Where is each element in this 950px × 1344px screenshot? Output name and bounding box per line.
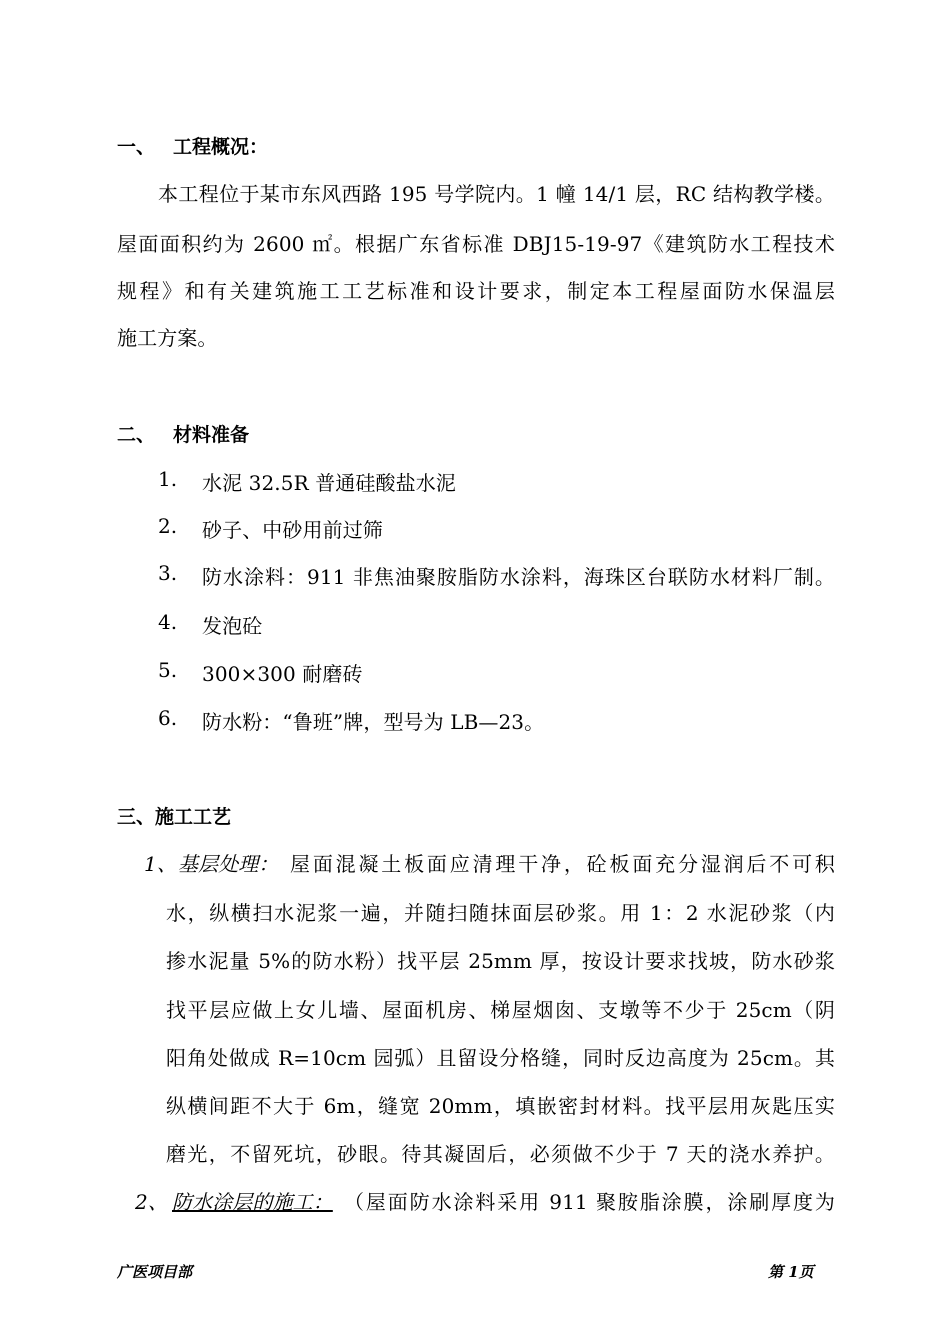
- step-1-text: 磨光，不留死坑，砂眼。待其凝固后，必须做不少于 7 天的浇水养护。: [166, 1142, 835, 1166]
- section-1-para-line: 本工程位于某市东风西路 195 号学院内。1 幢 14/1 层，RC 结构教学楼。: [158, 182, 835, 206]
- section-1-para-line: 规程》和有关建筑施工工艺标准和设计要求，制定本工程屋面防水保温层: [117, 279, 835, 303]
- step-1-text: 掺水泥量 5%的防水粉）找平层 25mm 厚，按设计要求找坡，防水砂浆: [166, 949, 835, 973]
- step-1-text: 找平层应做上女儿墙、屋面机房、梯屋烟囱、支墩等不少于 25cm（阴: [166, 998, 835, 1022]
- step-1-text: 纵横间距不大于 6m，缝宽 20mm，填嵌密封材料。找平层用灰匙压实: [166, 1094, 835, 1118]
- section-1-para-line: 施工方案。: [117, 326, 218, 350]
- list-item-text: 防水涂料：911 非焦油聚胺脂防水涂料，海珠区台联防水材料厂制。: [202, 565, 835, 589]
- list-item-text: 水泥 32.5R 普通硅酸盐水泥: [202, 471, 456, 495]
- section-1-number: 一、: [117, 136, 156, 158]
- list-item-number: 4.: [158, 610, 178, 634]
- list-item-number: 6.: [158, 706, 178, 730]
- section-1-title: 工程概况：: [173, 136, 269, 158]
- step-1-text: 水，纵横扫水泥浆一遍，并随扫随抹面层砂浆。用 1：2 水泥砂浆（内: [166, 901, 835, 925]
- list-item-text: 砂子、中砂用前过筛: [202, 518, 383, 542]
- section-3-title: 三、施工工艺: [117, 806, 232, 828]
- list-item-number: 2.: [158, 514, 178, 538]
- section-2-title: 材料准备: [173, 424, 250, 446]
- section-1-para-line: 屋面面积约为 2600 ㎡。根据广东省标准 DBJ15-19-97《建筑防水工程技术: [117, 232, 835, 256]
- footer-left: 广医项目部: [117, 1263, 193, 1281]
- list-item-text: 发泡砼: [202, 614, 263, 638]
- section-2-number: 二、: [117, 424, 156, 446]
- list-item-number: 3.: [158, 561, 178, 585]
- list-item-number: 5.: [158, 658, 178, 682]
- step-2-text: （屋面防水涂料采用 911 聚胺脂涂膜，涂刷厚度为: [344, 1190, 835, 1214]
- list-item-text: 防水粉：“鲁班”牌，型号为 LB—23。: [202, 710, 545, 734]
- list-item-number: 1.: [158, 467, 178, 491]
- step-2-number: 2、: [135, 1190, 168, 1214]
- step-1-text: 阳角处做成 R=10cm 园弧）且留设分格缝，同时反边高度为 25cm。其: [166, 1046, 835, 1070]
- step-1-number: 1、: [144, 852, 177, 876]
- step-2-label: 防水涂层的施工：: [172, 1190, 333, 1214]
- step-1-label: 基层处理：: [178, 852, 279, 876]
- page-number: 第 1页: [768, 1263, 814, 1281]
- step-1-text: 屋面混凝土板面应清理干净，砼板面充分湿润后不可积: [290, 852, 835, 876]
- list-item-text: 300×300 耐磨砖: [202, 662, 363, 686]
